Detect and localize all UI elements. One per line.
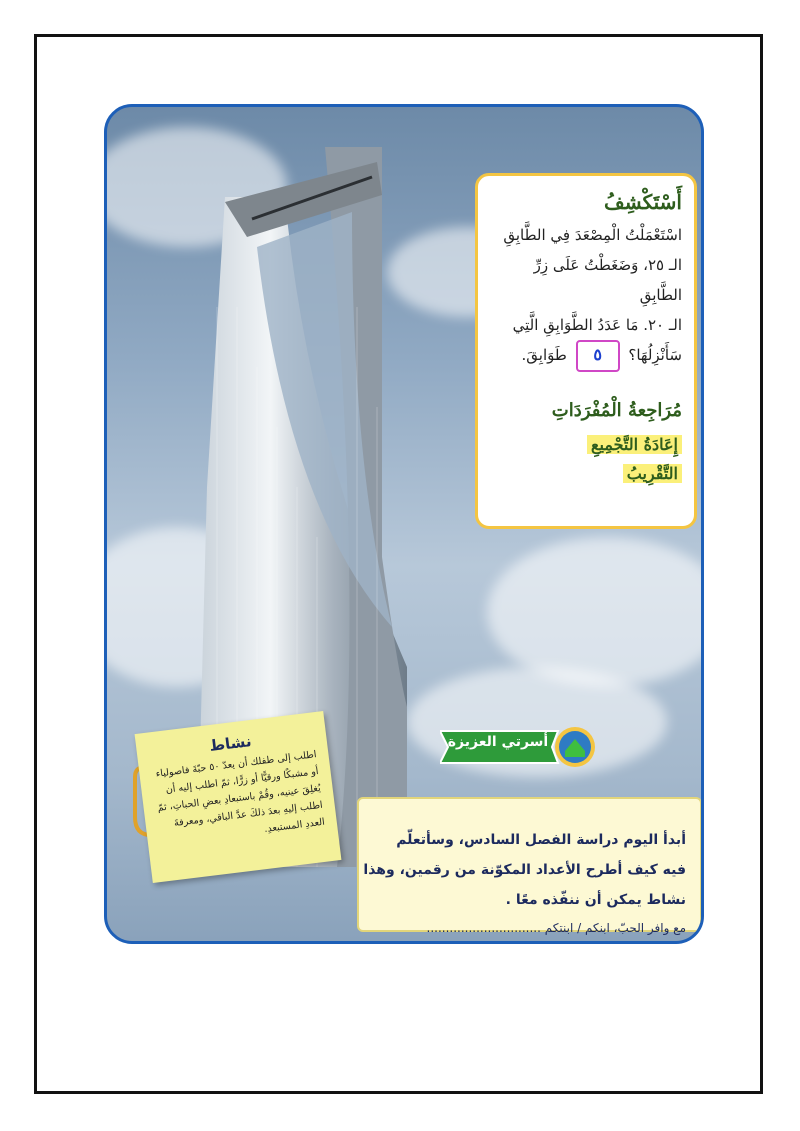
- letter-line: أبدأ اليوم دراسة الفصل السادس، وسأتعلّم: [396, 832, 686, 848]
- vocab-list: [488, 435, 682, 493]
- discover-title: أَسْتَكْشِفُ: [604, 190, 682, 214]
- letter-signature: مع وافر الحبّ، ابنكم / ابنتكم ..............................: [426, 921, 686, 935]
- question-line-start: سَأَنْزِلُهَا؟: [628, 346, 682, 364]
- discover-box: [475, 173, 697, 529]
- activity-text: اطلب إلى طفلك أن يعدّ ٥٠ حبّةَ فاصولياء أو مشبكًا ورقيًّا أو زرًّا، ثمّ اطلب إليه أن يُغلِقَ عينيه، وقُمْ باستبعادِ بعضِ الحباتِ، ثمّ اطلب إليهِ بعدَ ذلكَ عدَّ الباقي، ومعرفةَ العددِ المستبعدِ.: [155, 749, 326, 835]
- lesson-page-panel: [104, 104, 704, 944]
- question-line: [488, 340, 682, 372]
- discover-question: [488, 220, 682, 372]
- activity-title: نشاط: [208, 732, 253, 756]
- family-letter-box: [357, 797, 702, 935]
- question-line: الـ ٢٥، وَضَغَطْتُ عَلَى زِرِّ الطَّابِقِ: [533, 256, 682, 304]
- question-line-end: طَوَابِقَ.: [521, 346, 567, 364]
- family-banner-label: أسرتي العزيزة: [447, 734, 549, 750]
- vocab-title: مُرَاجِعةُ الْمُفْرَدَاتِ: [551, 400, 682, 421]
- answer-box[interactable]: ٥: [576, 340, 620, 372]
- letter-line: فيه كيف أطرح الأعداد المكوّنة من رقمين، وهذا: [363, 862, 686, 878]
- vocab-item-rounding: التَّقْرِيبُ: [623, 464, 682, 483]
- letter-line: نشاط يمكن أن ننفّذه معًا .: [505, 892, 686, 908]
- vocab-item-regrouping: إِعَادَةُ التَّجْمِيعِ: [587, 435, 682, 454]
- question-line: اسْتَعْمَلْتُ الْمِصْعَدَ فِي الطَّابِقِ: [503, 226, 682, 244]
- activity-note: [135, 711, 342, 883]
- question-line: الـ ٢٠. مَا عَدَدُ الطَّوَابِقِ الَّتِي: [512, 316, 682, 334]
